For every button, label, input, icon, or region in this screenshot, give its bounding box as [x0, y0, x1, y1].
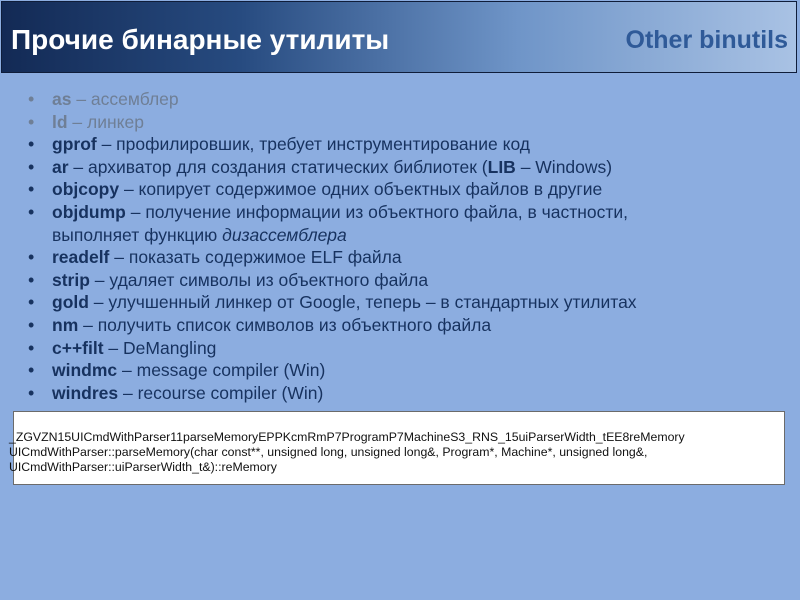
command-description: – копирует содержимое одних объектных файлов в другие — [119, 179, 603, 200]
bullet-item-ar — [26, 156, 786, 179]
command-name: windmc — [52, 360, 118, 381]
command-description: – message compiler (Win) — [117, 360, 326, 381]
command-description: – архиватор для создания статических библиотек ( — [68, 156, 488, 177]
command-description-emphasis: дизассемблера — [222, 224, 347, 245]
bullet-item-strip — [26, 269, 786, 292]
command-description: – показать содержимое ELF файла — [109, 247, 402, 268]
command-description-line2: выполняет функцию — [52, 224, 223, 245]
command-name: windres — [52, 382, 119, 403]
command-description: – получение информации из объектного файла, в частности, — [125, 201, 629, 222]
slide-title-english: Other binutils — [625, 26, 788, 54]
bullet-item-as — [26, 88, 786, 111]
command-name: gold — [52, 292, 89, 313]
command-description: – DeMangling — [103, 337, 217, 358]
bullet-list — [26, 88, 786, 404]
title-bar — [1, 1, 797, 73]
command-name: ld — [52, 111, 68, 132]
command-name-lib: LIB — [487, 156, 516, 177]
command-description-tail: – Windows) — [515, 156, 613, 177]
command-description: – профилировшик, требует инструментирование код — [96, 134, 530, 155]
command-description: – улучшенный линкер от Google, теперь – в стандартных утилитах — [88, 292, 637, 313]
bullet-item-cppfilt — [26, 337, 786, 360]
bullet-item-objdump — [26, 201, 786, 246]
command-description: – ассемблер — [71, 89, 179, 109]
command-description: – линкер — [67, 111, 144, 132]
command-name: c++filt — [52, 337, 104, 358]
command-name: objcopy — [52, 179, 120, 200]
command-description: – recourse compiler (Win) — [118, 382, 324, 403]
bullet-item-windmc — [26, 359, 786, 382]
command-description: – получить список символов из объектного файла — [78, 314, 492, 335]
command-name: gprof — [52, 134, 97, 155]
mangled-symbol-example — [9, 430, 800, 475]
bullet-item-readelf — [26, 246, 786, 269]
bullet-item-nm — [26, 314, 786, 337]
command-name: objdump — [52, 201, 126, 222]
slide-title: Прочие бинарные утилиты — [11, 24, 390, 55]
command-name: nm — [52, 314, 79, 335]
command-name: strip — [52, 269, 90, 290]
mangled-symbol-line: _ZGVZN15UICmdWithParser11parseMemoryEPPKcmRmP7ProgramP7MachineS3_RNS_15uiParserWidth_tEE8reMemory — [9, 430, 685, 444]
command-description: – удаляет символы из объектного файла — [89, 269, 429, 290]
bullet-item-gprof — [26, 133, 786, 156]
bullet-item-ld — [26, 111, 786, 134]
command-name: ar — [52, 156, 69, 177]
command-name: as — [52, 89, 72, 109]
command-name: readelf — [52, 247, 110, 268]
bullet-item-objcopy — [26, 178, 786, 201]
mangled-symbol-example-box — [9, 411, 785, 485]
demangled-symbol-line: UICmdWithParser::parseMemory(char const**, unsigned long, unsigned long&, Program*, Machine*, unsigned long&, — [9, 445, 648, 459]
bullet-item-windres — [26, 382, 786, 405]
bullet-item-gold — [26, 291, 786, 314]
demangled-symbol-line: UICmdWithParser::uiParserWidth_t&)::reMemory — [9, 460, 277, 474]
